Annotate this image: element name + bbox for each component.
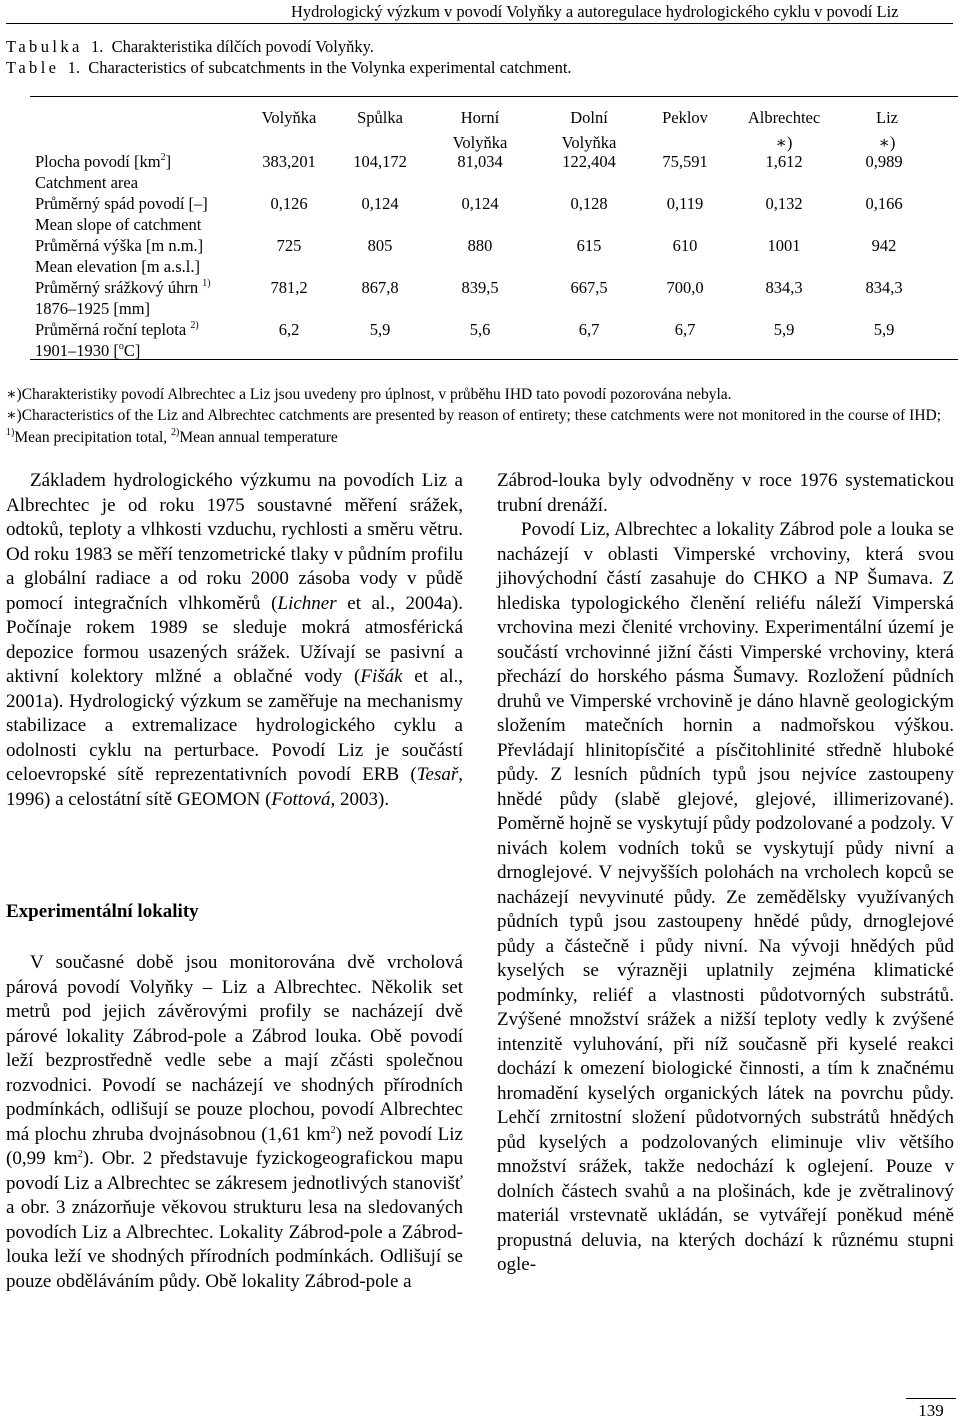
row-label-mean-slope — [35, 194, 208, 235]
table-cell: 1001 — [767, 236, 801, 255]
row-label-en: 1876–1925 [mm] — [35, 299, 151, 318]
table-cell: 0,126 — [270, 194, 308, 213]
table-cell: 75,591 — [662, 152, 708, 171]
table-cell: 0,124 — [361, 194, 399, 213]
table-cell: 6,2 — [278, 320, 300, 339]
column-header-line2: ∗) — [775, 133, 793, 152]
running-header: Hydrologický výzkum v povodí Volyňky a autoregulace hydrologického cyklu v povodí Liz — [291, 2, 899, 21]
page-number: 139 — [918, 1401, 944, 1420]
column-header-line2: ∗) — [878, 133, 896, 152]
paragraph: Povodí Liz, Albrechtec a lokality Zábrod pole a louka se nacházejí v oblasti Vimperské vrchoviny, která svou jihovýchodní částí zasahuje do CHKO a NP Šumava. Z hlediska typologického členění reliéfu náleží Vimperská vrchovina mezi členité vrchoviny. Experimentální území je součástí vrchovinné jižní části Vimperské vrchoviny, která přechází do horského pásma Šumavy. Rozložení půdních druhů ve Vimperské vrchovině je dáno hlavně geologickým složením matečních hornin a nadmořskou výškou. Převládají hlinitopísčité a písčitohlinité středně hluboké půdy. Z lesních půdních typů jsou nejvíce zastoupeny hnědé půdy (slabě glejové, glejové, illimerizované). Poměrně hojně se vyskytují půdy podzolované a podzoly. V nivách kolem vodních toků se vyskytují půdy nivní a drnoglejové. V nejvyšších polohách na vrcholech kopců se nacházejí nevyvinuté půdy. Ze zemědělsky využívaných půdních typů jsou zastoupeny hnědé půdy, drnoglejové půdy a částečně i půdy nivní. Na vývoji hnědých půd kyselých se výrazněji uplatnily zejména klimatické podmínky, reliéf a vlastnosti půdotvorných substrátů. Zvýšené množství srážek a nižší teploty vedly k zvýšené intenzitě vyluhování, při níž současně při kyselé reakci dochází k omezení biologické činnosti, a tím k značnému hromadění kyselých organických látek na povrchu půdy. Lehčí zrnitostní složení půdotvorných substrátů hnědých půd kyselých a podzolovaných eliminuje vliv většího množství srážek, takže nedochází k oglejení. Pouze v dolních částech svahů a na plošinách, kde je zvětralinový materiál vrstevnatě ukládán, se vytvářejí poněkud méně propustná deluvia, na kterých dochází k různému stupni ogle- — [497, 519, 954, 1275]
citation-author: Fišák — [360, 666, 403, 687]
row-label-catchment-area — [35, 152, 171, 193]
row-label-cs: Průměrná výška [m n.m.] — [35, 236, 204, 255]
column-header-line1: Albrechtec — [747, 108, 821, 127]
column-header-horni-volynka — [430, 105, 530, 155]
table-footnote-en — [6, 405, 954, 448]
row-label-mean-temperature — [35, 320, 199, 361]
text-run: , 2003). — [330, 788, 390, 810]
row-label-mean-elevation — [35, 236, 203, 277]
text-run: et al., 2004a). Počínaje rokem 1989 se sleduje mokrá atmosférická depozice formou usazených srážek. Užívají se pasivní a aktivní kolektory mlžné a oblačné vody ( — [6, 592, 463, 687]
text-run: ) než povodí Liz (0,99 km — [6, 1123, 463, 1169]
column-header-albrechtec — [734, 105, 834, 155]
column-header-line2: Volyňka — [561, 133, 617, 152]
row-label-en: 1901–1930 [ — [35, 341, 119, 360]
footnote-en-part-c: Mean annual temperature — [179, 428, 338, 446]
table-cell: 5,9 — [369, 320, 391, 339]
column-header-line1: Peklov — [662, 108, 708, 127]
paragraph: Zábrod-louka byly odvodněny v roce 1976 systematickou trubní drenáží. — [497, 470, 954, 516]
table-cell: 0,119 — [666, 194, 704, 213]
column-header-dolni-volynka — [539, 105, 639, 155]
table-cell: 6,7 — [578, 320, 600, 339]
column-header-line1: Dolní — [570, 108, 608, 127]
row-label-cs-sup: 2 — [160, 152, 166, 163]
table-cell: 781,2 — [270, 278, 308, 297]
column-header-line1: Volyňka — [261, 108, 317, 127]
section-heading: Experimentální lokality — [6, 901, 199, 922]
table-cell: 1,612 — [765, 152, 803, 171]
table-cell: 700,0 — [666, 278, 704, 297]
caption-text-en: Characteristics of subcatchments in the Volynka experimental catchment. — [88, 58, 572, 77]
table-cell: 0,128 — [570, 194, 608, 213]
table-cell: 383,201 — [262, 152, 316, 171]
text-run: Základem hydrologického výzkumu na povodích Liz a Albrechtec je od roku 1975 soustavné měření srážek, odtoků, teploty a vlhkosti vzduchu, rychlosti a směru větru. Od roku 1983 se měří tenzometrické tlaky v půdním profilu a globální radiace a od roku 2000 zásoba vody v půdě pomocí integračních vlhkoměrů ( — [6, 470, 463, 614]
row-label-cs-sup: 1) — [202, 278, 211, 289]
table-cell: 880 — [467, 236, 493, 255]
table-cell: 725 — [276, 236, 302, 255]
table-cell: 867,8 — [361, 278, 399, 297]
caption-label-en: Table — [6, 58, 60, 77]
table-caption-cs — [6, 37, 374, 57]
caption-number-cs: 1. — [90, 37, 104, 56]
superscript: 2 — [330, 1124, 336, 1136]
table-cell: 834,3 — [865, 278, 903, 297]
superscript: 2 — [77, 1149, 83, 1160]
column-header-peklov — [640, 105, 730, 130]
table-cell: 615 — [576, 236, 602, 255]
citation-author: Lichner — [277, 592, 337, 614]
row-label-cs: Plocha povodí [km — [35, 152, 161, 171]
column-header-liz — [852, 105, 922, 155]
column-header-volynka — [244, 105, 334, 130]
row-label-cs-sup: 2) — [190, 320, 199, 331]
row-label-cs: Průměrná roční teplota — [35, 320, 187, 339]
column-header-line1: Horní — [460, 108, 500, 127]
table-cell: 5,6 — [469, 320, 491, 339]
left-column — [6, 469, 463, 812]
row-label-en-sup: o — [118, 341, 124, 352]
text-run: V současné době jsou monitorována dvě vrcholová párová povodí Volyňky – Liz a Albrechtec. Několik set metrů pod jejich závěrovými profily se nacházejí dvě párové lokality Zábrod-pole a Zábrod louka. Obě povodí leží bezprostředně vedle sebe a mají zčásti společnou rozvodnici. Povodí se nacházejí ve shodných přírodních podmínkách, odlišují se pouze plochou, povodí Albrechtec má plochu zhruba dvojnásobnou (1,61 km — [6, 952, 463, 1145]
caption-label-cs: Tabulka — [6, 37, 83, 56]
right-column — [497, 469, 954, 1278]
row-label-en-tail: C] — [123, 341, 141, 360]
footnote-sup-1: 1) — [6, 426, 15, 438]
row-label-cs: Průměrný srážkový úhrn — [35, 278, 199, 297]
table-bottom-rule — [30, 359, 958, 360]
table-cell: 610 — [672, 236, 698, 255]
left-column-continued — [6, 951, 463, 1294]
caption-text-cs: Charakteristika dílčích povodí Volyňky. — [111, 37, 374, 56]
table-cell: 81,034 — [457, 152, 503, 171]
text-run: ). Obr. 2 představuje fyzickogeografickou mapu povodí Liz a Albrechtec se zákresem jednotlivých stanovišť a obr. 3 znázorňuje věkovou strukturu lesa na sledovaných povodích Liz a Albrechtec. Lokality Zábrod-pole a Zábrod-louka leží ve shodných přírodních podmínkách. Odlišují se pouze obděláváním půdy. Obě lokality Zábrod-pole a — [6, 1148, 463, 1292]
table-cell: 0,166 — [865, 194, 903, 213]
footnote-en-part-a: ∗)Characteristics of the Liz and Albrechtec catchments are presented by reason of entirety; these catchments were not monitored in the course of IHD; — [6, 407, 942, 424]
table-cell: 0,989 — [865, 152, 903, 171]
table-top-rule — [30, 96, 958, 97]
caption-number-en: 1. — [67, 58, 81, 77]
column-header-line1: Liz — [876, 108, 898, 127]
text-run: , 1996) a celostátní sítě GEOMON ( — [6, 764, 463, 810]
footnote-sup-2: 2) — [171, 426, 180, 438]
table-cell: 122,404 — [562, 152, 616, 171]
row-label-cs: Průměrný spád povodí [–] — [35, 194, 208, 213]
citation-author: Fottová — [271, 788, 331, 810]
table-cell: 5,9 — [873, 320, 895, 339]
table-caption-en — [6, 58, 572, 78]
citation-author: Tesař — [416, 764, 459, 785]
column-header-line2: Volyňka — [452, 133, 508, 152]
table-cell: 834,3 — [765, 278, 803, 297]
row-label-en: Catchment area — [35, 173, 139, 192]
table-cell: 942 — [871, 236, 897, 255]
table-footnote-cs: ∗)Charakteristiky povodí Albrechtec a Liz jsou uvedeny pro úplnost, v průběhu IHD tato povodí pozorována nebyla. — [6, 386, 732, 403]
paragraph — [6, 469, 463, 812]
table-cell: 5,9 — [773, 320, 795, 339]
row-label-mean-precipitation — [35, 278, 211, 319]
column-header-spulka — [335, 105, 425, 130]
header-rule — [6, 23, 953, 24]
text-run: et al., 2001a). Hydrologický výzkum se zaměřuje na mechanismy stabilizace a extremalizace hydrologického cyklu a odolnosti cyklu na perturbace. Povodí Liz je součástí celoevropské sítě reprezentativních povodí ERB ( — [6, 666, 463, 785]
row-label-cs-tail: ] — [165, 152, 172, 171]
paragraph — [6, 951, 463, 1294]
row-label-en: Mean elevation [m a.s.l.] — [35, 257, 200, 276]
footnote-en-part-b: Mean precipitation total, — [14, 428, 168, 446]
row-label-en: Mean slope of catchment — [35, 215, 202, 234]
table-cell: 6,7 — [674, 320, 696, 339]
table-cell: 839,5 — [461, 278, 499, 297]
table-cell: 0,124 — [461, 194, 499, 213]
table-cell: 805 — [367, 236, 393, 255]
table-cell: 0,132 — [765, 194, 803, 213]
table-cell: 104,172 — [353, 152, 407, 171]
table-cell: 667,5 — [570, 278, 608, 297]
column-header-line1: Spůlka — [357, 108, 403, 127]
